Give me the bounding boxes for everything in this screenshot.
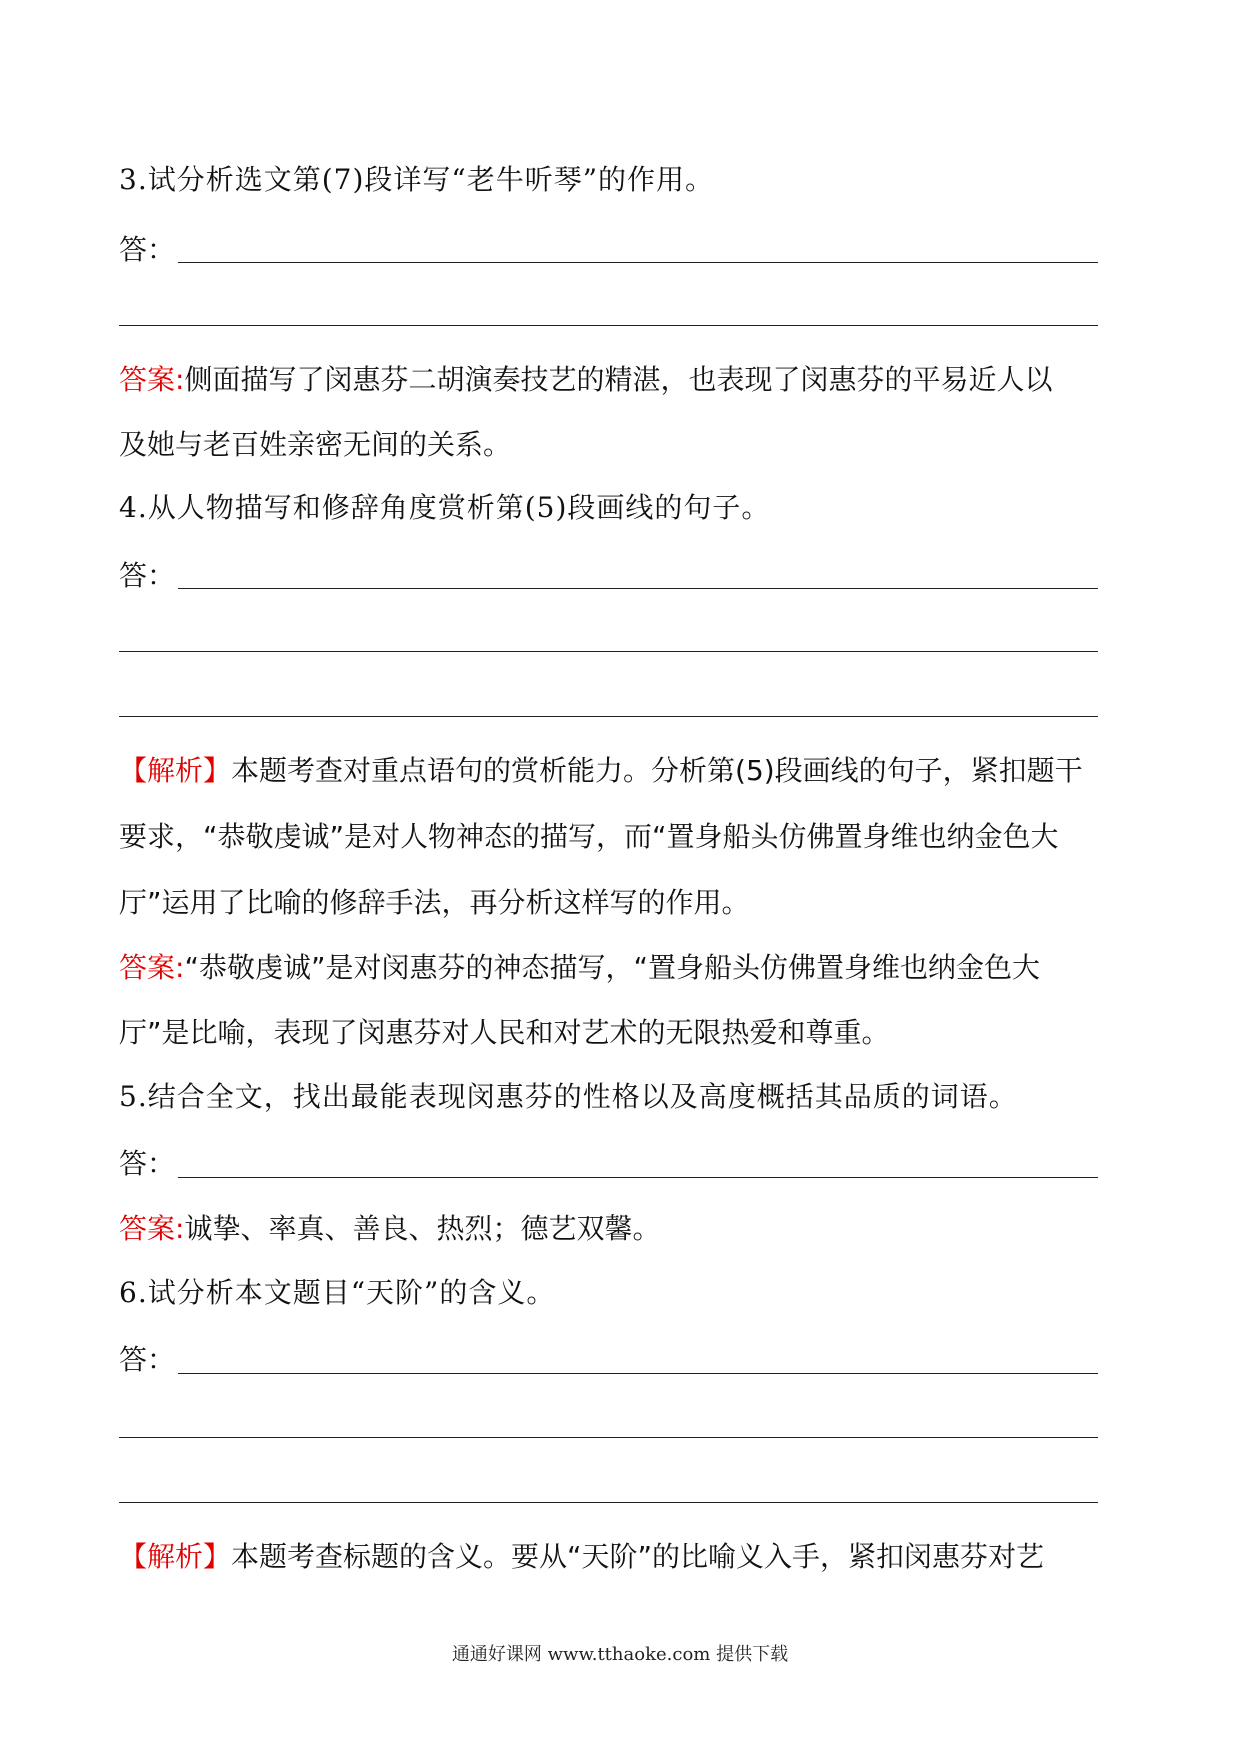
analysis-4-line-3: 厅”运用了比喻的修辞手法，再分析这样写的作用。 [119,886,750,919]
analysis-4-line-1: 【解析】本题考查对重点语句的赏析能力。分析第(5)段画线的句子，紧扣题干 [119,754,1083,787]
answer-label: 答案: [119,1212,185,1245]
question-5: 5.结合全文，找出最能表现闵惠芬的性格以及高度概括其品质的词语。 [119,1080,1018,1113]
answer-blank-line[interactable] [119,325,1098,326]
answer-4-line-2: 厅”是比喻，表现了闵惠芬对人民和对艺术的无限热爱和尊重。 [119,1016,890,1049]
answer-prompt-4: 答： [119,559,176,592]
answer-prompt-3: 答： [119,233,176,266]
answer-label: 答案: [119,951,185,984]
answer-5-line-1: 答案:诚挚、率真、善良、热烈；德艺双馨。 [119,1212,661,1245]
answer-blank-line[interactable] [119,1502,1098,1503]
answer-3-line-1: 答案:侧面描写了闵惠芬二胡演奏技艺的精湛，也表现了闵惠芬的平易近人以 [119,363,1053,396]
answer-prompt-5: 答： [119,1147,176,1180]
answer-blank-line[interactable] [119,716,1098,717]
analysis-label: 【解析】 [119,754,232,787]
answer-blank-line[interactable] [178,1373,1098,1374]
answer-blank-line[interactable] [119,1437,1098,1438]
answer-label: 答案: [119,363,185,396]
analysis-6-line-1: 【解析】本题考查标题的含义。要从“天阶”的比喻义入手，紧扣闵惠芬对艺 [119,1540,1045,1573]
answer-blank-line[interactable] [178,1177,1098,1178]
answer-blank-line[interactable] [119,651,1098,652]
analysis-label: 【解析】 [119,1540,232,1573]
answer-blank-line[interactable] [178,588,1098,589]
question-3: 3.试分析选文第(7)段详写“老牛听琴”的作用。 [119,163,715,196]
answer-prompt-6: 答： [119,1343,176,1376]
answer-blank-line[interactable] [178,262,1098,263]
page-footer: 通通好课网 www.tthaoke.com 提供下载 [451,1644,789,1665]
question-4: 4.从人物描写和修辞角度赏析第(5)段画线的句子。 [119,491,771,524]
question-6: 6.试分析本文题目“天阶”的含义。 [119,1276,556,1309]
answer-3-line-2: 及她与老百姓亲密无间的关系。 [119,428,512,461]
analysis-4-line-2: 要求，“恭敬虔诚”是对人物神态的描写，而“置身船头仿佛置身维也纳金色大 [119,820,1059,853]
answer-4-line-1: 答案:“恭敬虔诚”是对闵惠芬的神态描写，“置身船头仿佛置身维也纳金色大 [119,951,1040,984]
